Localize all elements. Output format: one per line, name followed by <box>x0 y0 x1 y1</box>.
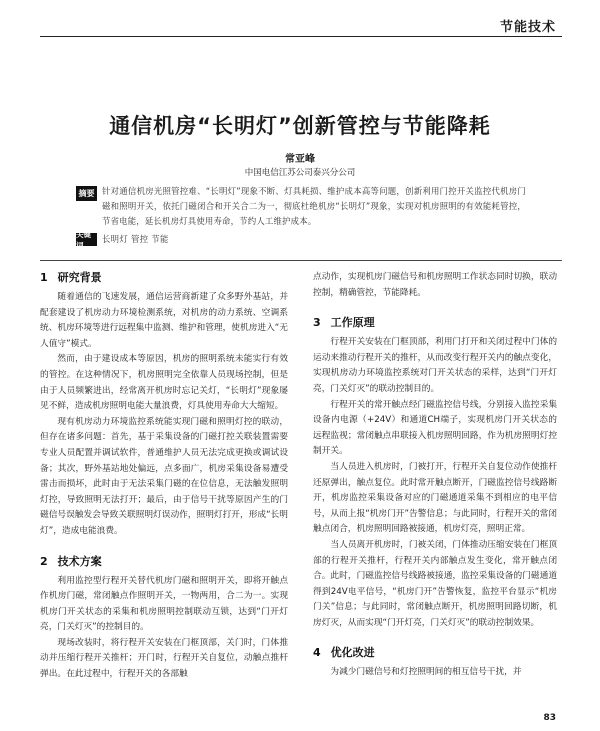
abstract-label: 摘要 <box>76 186 97 201</box>
section-title: 优化改进 <box>330 646 375 660</box>
section-number: 4 <box>313 646 321 660</box>
keywords-text: 长明灯 管控 节能 <box>102 234 169 244</box>
paragraph: 行程开关的常开触点经门磁监控信号线，分别接入监控采集设备内电源（+24V）和通道CH端子，实现机房门开关状态的远程监视；常闭触点串联接入机房照明回路，作为机房照明灯控制开关。 <box>313 399 557 457</box>
section-heading-2 <box>40 554 288 570</box>
page-number: 83 <box>543 713 556 723</box>
paragraph: 现场改装时，将行程开关安装在门框顶部，关门时，门体推动并压缩行程开关推杆；开门时，行程开关自复位，动触点推杆弹出。在此过程中，行程开关的各部触 <box>40 637 288 680</box>
section-title: 工作原理 <box>330 316 375 330</box>
paragraph: 利用监控型行程开关替代机房门磁和照明开关，即将开触点作机房门磁，常闭触点作照明开关，一物两用，合二为一。实现机房门开关状态的采集和机房照明控制联动互锁，达到“门开灯亮，门关灯灭”的控制目的。 <box>40 575 288 633</box>
paragraph: 然而，由于建设成本等原因，机房的照明系统未能实行有效的管控。在这种情况下，机房照明完全依靠人员现场控制，但是由于人员频繁进出，经常离开机房时忘记关灯，“长明灯”现象屡见不鲜，造成机房照明电能大量浪费，灯具使用寿命大大缩短。 <box>40 354 288 412</box>
section-heading-4 <box>313 645 557 661</box>
paragraph: 当人员离开机房时，门被关闭，门体推动压缩安装在门框顶部的行程开关推杆，行程开关内部触点发生变化，常开触点闭合。此时，门磁监控信号线路被接通，监控采集设备的门磁通道得到24V电平信号，“机房门开”告警恢复，监控平台显示“机房门关”信息；与此同时，常闭触点断开，机房照明回路切断，机房灯灭，从而实现“门开灯亮，门关灯灭”的联动控制效果。 <box>313 539 557 628</box>
section-heading-1 <box>40 270 288 286</box>
paragraph: 随着通信的飞速发展，通信运营商新建了众多野外基站，并配套建设了机房动力环境检测系统，对机房的动力系统、空调系统、机房环境等进行远程集中监测、维护和管理，使机房进入“无人值守”模式。 <box>40 292 288 349</box>
section-number: 3 <box>313 316 321 330</box>
paragraph: 行程开关安装在门框顶部，利用门打开和关闭过程中门体的运动来推动行程开关的推杆，从而改变行程开关内的触点变化，实现机房动力环境监控系统对门开关状态的采样，达到“门开灯亮，门关灯灭”的联动控制目的。 <box>313 337 557 394</box>
paragraph: 为减少门磁信号和灯控照明间的相互信号干扰，并 <box>330 667 522 678</box>
abstract-divider <box>40 260 562 261</box>
paragraph-continued: 点动作，实现机房门磁信号和机房照明工作状态同时切换，联动控制，精确管控，节能降耗。 <box>313 272 557 298</box>
section-title: 研究背景 <box>57 271 102 284</box>
author-affiliation: 中国电信江苏公司泰兴分公司 <box>244 168 356 178</box>
paragraph: 现有机房动力环境监控系统能实现门磁和照明灯控的联动，但存在诸多问题：首先，基于采集设备的门磁打控关联装置需要专业人员配置并调试软件，普通维护人员无法完成更换或调试设备；其次，野外基站地处偏远，点多面广，机房采集设备易遭受雷击而损坏，此时由于无法采集门磁的在位信息，无法触发照明灯控，导致照明无法打开；最后，由于信号干扰等原因产生的门磁信号误触发会导致关联照明灯误动作，照明灯打开，形成“长明灯”，造成电能浪费。 <box>40 416 288 536</box>
section-number: 1 <box>40 271 48 284</box>
header-rule <box>40 36 562 37</box>
article-title: 通信机房“长明灯”创新管控与节能降耗 <box>109 114 491 138</box>
keywords-label: 关键词 <box>76 233 97 246</box>
left-column <box>40 270 288 683</box>
abstract-text: 针对通信机房光照管控难、“长明灯”现象不断、灯具耗损、维护成本高等问题，创新利用门控开关监控代机房门磁和照明开关，依托门磁闭合和开关合二为一，彻底杜绝机房“长明灯”现象，实现对机房照明的有效能耗管控，节省电能，延长机房灯具使用寿命，节约人工维护成本。 <box>102 186 526 226</box>
section-tag: 节能技术 <box>499 20 556 35</box>
section-heading-3 <box>313 315 557 331</box>
author-name: 常亚峰 <box>285 154 315 165</box>
right-column <box>313 270 557 681</box>
paragraph: 当人员进入机房时，门被打开，行程开关自复位动作使推杆还原弹出，触点复位。此时常开触点断开，门磁监控信号线路断开，机房监控采集设备对应的门磁通道采集不到相应的电平信号，从而上报“机房门开”告警信息；与此同时，行程开关的常闭触点闭合，机房照明回路被接通，机房灯亮，照明正常。 <box>313 461 557 535</box>
section-number: 2 <box>40 554 48 568</box>
section-title: 技术方案 <box>57 554 102 568</box>
